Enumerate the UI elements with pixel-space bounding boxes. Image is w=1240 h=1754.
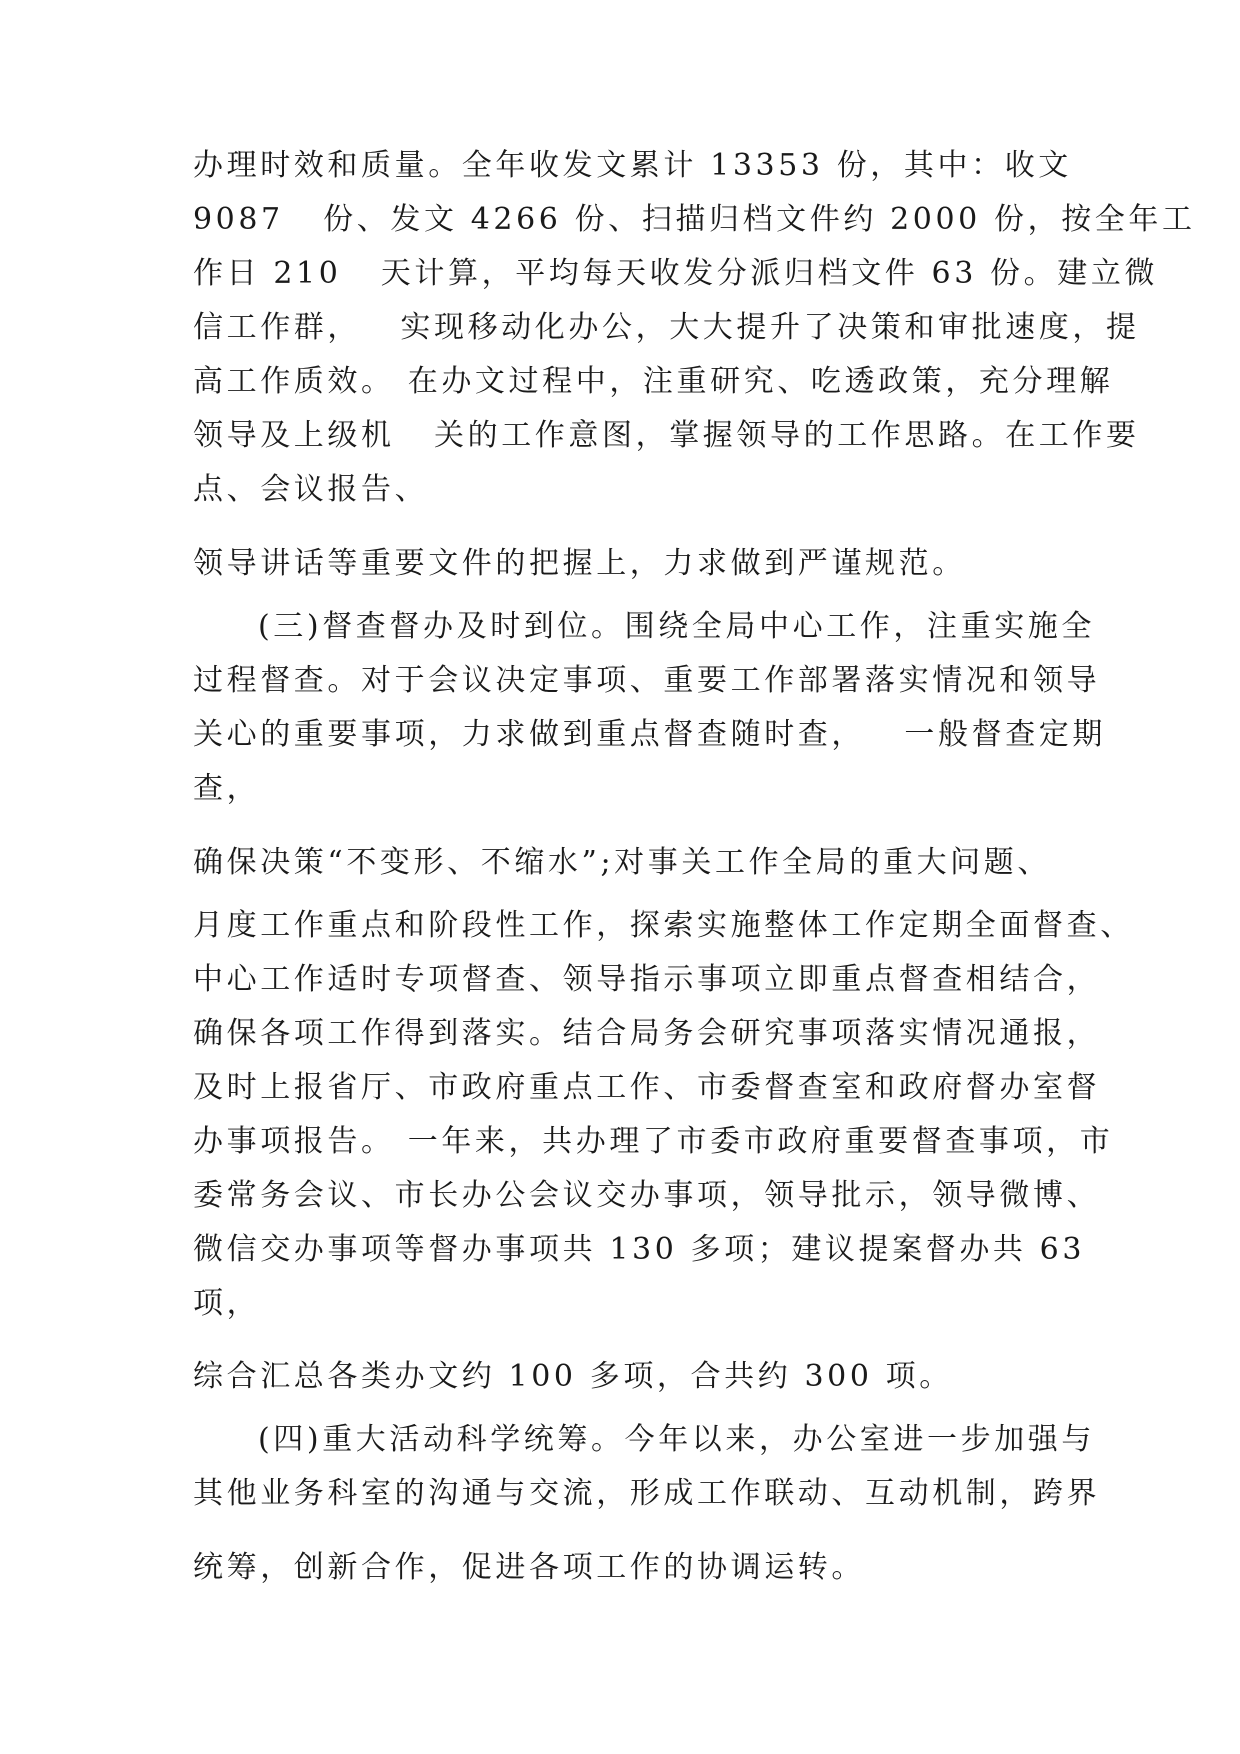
- section-heading-4: (四)重大活动科学统筹。今年以来，办公室进一步加强与: [258, 1422, 1096, 1457]
- text-line: 其他业务科室的沟通与交流，形成工作联动、互动机制，跨界: [193, 1476, 1101, 1511]
- text-line: 微信交办事项等督办事项共 130 多项；建议提案督办共 63: [193, 1232, 1086, 1267]
- text-line: 综合汇总各类办文约 100 多项，合共约 300 项。: [193, 1359, 953, 1394]
- section-heading-3: (三)督查督办及时到位。围绕全局中心工作，注重实施全: [258, 609, 1096, 644]
- text-line: 9087 份、发文 4266 份、扫描归档文件约 2000 份，按全年工: [193, 202, 1196, 237]
- text-line: 查，: [193, 771, 261, 806]
- text-line: 办理时效和质量。全年收发文累计 13353 份，其中：收文: [193, 148, 1072, 183]
- text-line: 办事项报告。 一年来，共办理了市委市政府重要督查事项，市: [193, 1124, 1114, 1159]
- text-line: 中心工作适时专项督查、领导指示事项立即重点督查相结合，: [193, 962, 1101, 997]
- text-line: 委常务会议、市长办公会议交办事项，领导批示，领导微博、: [193, 1178, 1101, 1213]
- text-line: 及时上报省厅、市政府重点工作、市委督查室和政府督办室督: [193, 1070, 1101, 1105]
- text-line: 确保各项工作得到落实。结合局务会研究事项落实情况通报，: [193, 1016, 1101, 1051]
- text-line: 关心的重要事项，力求做到重点督查随时查， 一般督查定期: [193, 717, 1107, 752]
- text-line: 统筹，创新合作，促进各项工作的协调运转。: [193, 1550, 865, 1585]
- text-line: 领导讲话等重要文件的把握上，力求做到严谨规范。: [193, 546, 966, 581]
- text-line: 过程督查。对于会议决定事项、重要工作部署落实情况和领导: [193, 663, 1101, 698]
- text-line: 月度工作重点和阶段性工作，探索实施整体工作定期全面督查、: [193, 908, 1134, 943]
- text-line: 高工作质效。 在办文过程中，注重研究、吃透政策，充分理解: [193, 364, 1114, 399]
- text-line: 点、会议报告、: [193, 472, 429, 507]
- text-line: 信工作群， 实现移动化办公，大大提升了决策和审批速度，提: [193, 310, 1140, 345]
- text-line: 项，: [193, 1286, 261, 1321]
- text-line: 确保决策“不变形、不缩水”;对事关工作全局的重大问题、: [193, 845, 1051, 880]
- text-line: 作日 210 天计算，平均每天收发分派归档文件 63 份。建立微: [193, 256, 1159, 291]
- text-line: 领导及上级机 关的工作意图，掌握领导的工作思路。在工作要: [193, 418, 1140, 453]
